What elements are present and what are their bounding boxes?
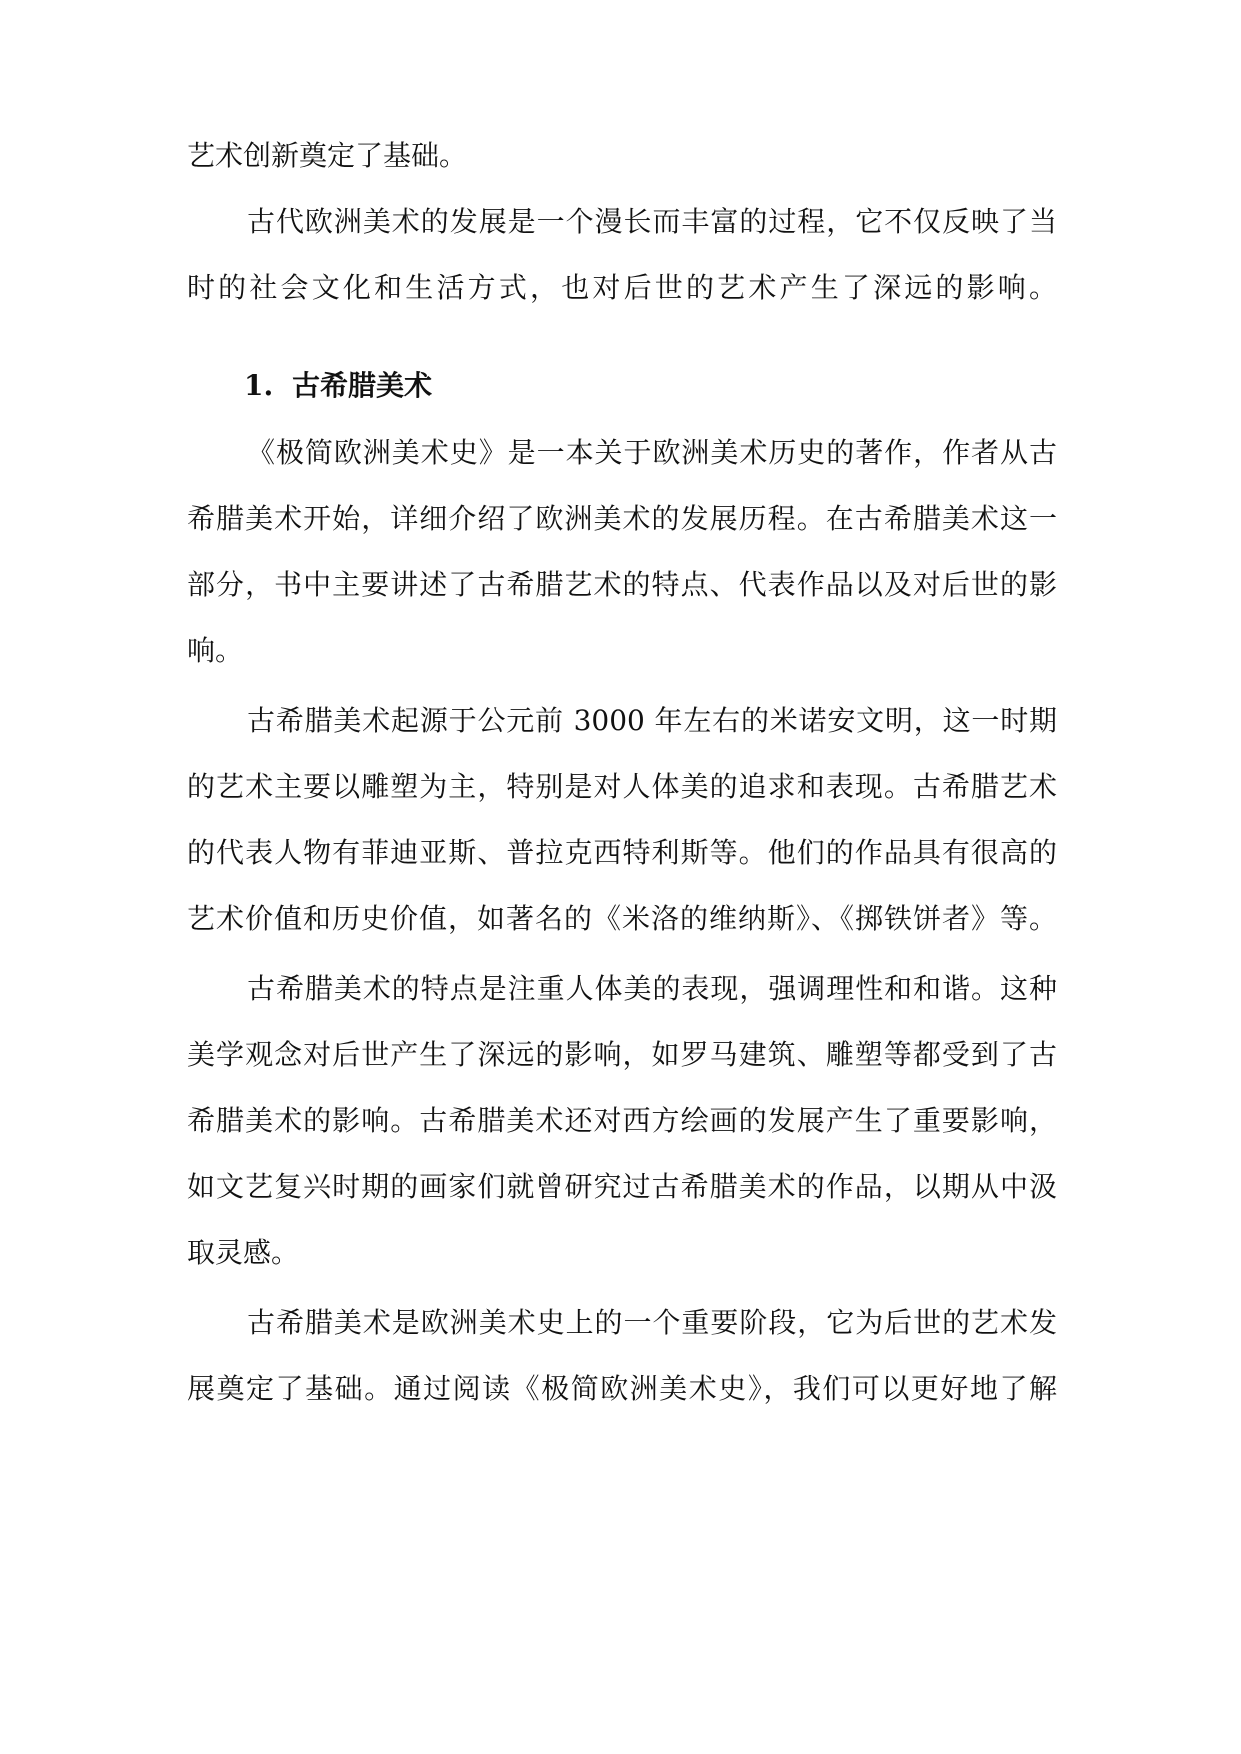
paragraph-line: 古希腊美术的特点是注重人体美的表现，强调理性和和谐。这种 xyxy=(247,972,1057,1005)
paragraph-line: 部分，书中主要讲述了古希腊艺术的特点、代表作品以及对后世的影 xyxy=(187,568,1057,601)
paragraph-line: 时的社会文化和生活方式，也对后世的艺术产生了深远的影响。 xyxy=(187,271,1057,304)
paragraph-line: 艺术价值和历史价值，如著名的《米洛的维纳斯》、《掷铁饼者》等。 xyxy=(187,902,1057,935)
section-number: 1. xyxy=(244,369,274,402)
section-title: 古希腊美术 xyxy=(292,369,433,402)
paragraph-line: 响。 xyxy=(187,634,244,667)
paragraph-line: 的艺术主要以雕塑为主，特别是对人体美的追求和表现。古希腊艺术 xyxy=(187,770,1057,803)
paragraph-line: 美学观念对后世产生了深远的影响，如罗马建筑、雕塑等都受到了古 xyxy=(187,1038,1057,1071)
paragraph-line: 如文艺复兴时期的画家们就曾研究过古希腊美术的作品，以期从中汲 xyxy=(187,1170,1057,1203)
paragraph-line: 希腊美术开始，详细介绍了欧洲美术的发展历程。在古希腊美术这一 xyxy=(187,502,1057,535)
paragraph-line: 展奠定了基础。通过阅读《极简欧洲美术史》，我们可以更好地了解 xyxy=(187,1372,1057,1405)
section-heading xyxy=(244,366,432,406)
paragraph-line: 希腊美术的影响。古希腊美术还对西方绘画的发展产生了重要影响， xyxy=(187,1104,1057,1137)
paragraph-line: 古希腊美术是欧洲美术史上的一个重要阶段，它为后世的艺术发 xyxy=(247,1306,1057,1339)
paragraph-line: 《极简欧洲美术史》是一本关于欧洲美术历史的著作，作者从古 xyxy=(247,436,1057,469)
paragraph-line: 古希腊美术起源于公元前 3000 年左右的米诺安文明，这一时期 xyxy=(247,704,1057,737)
paragraph-line: 取灵感。 xyxy=(187,1236,300,1269)
paragraph-line: 艺术创新奠定了基础。 xyxy=(187,139,468,172)
paragraph-line: 的代表人物有菲迪亚斯、普拉克西特利斯等。他们的作品具有很高的 xyxy=(187,836,1057,869)
paragraph-line: 古代欧洲美术的发展是一个漫长而丰富的过程，它不仅反映了当 xyxy=(247,205,1057,238)
